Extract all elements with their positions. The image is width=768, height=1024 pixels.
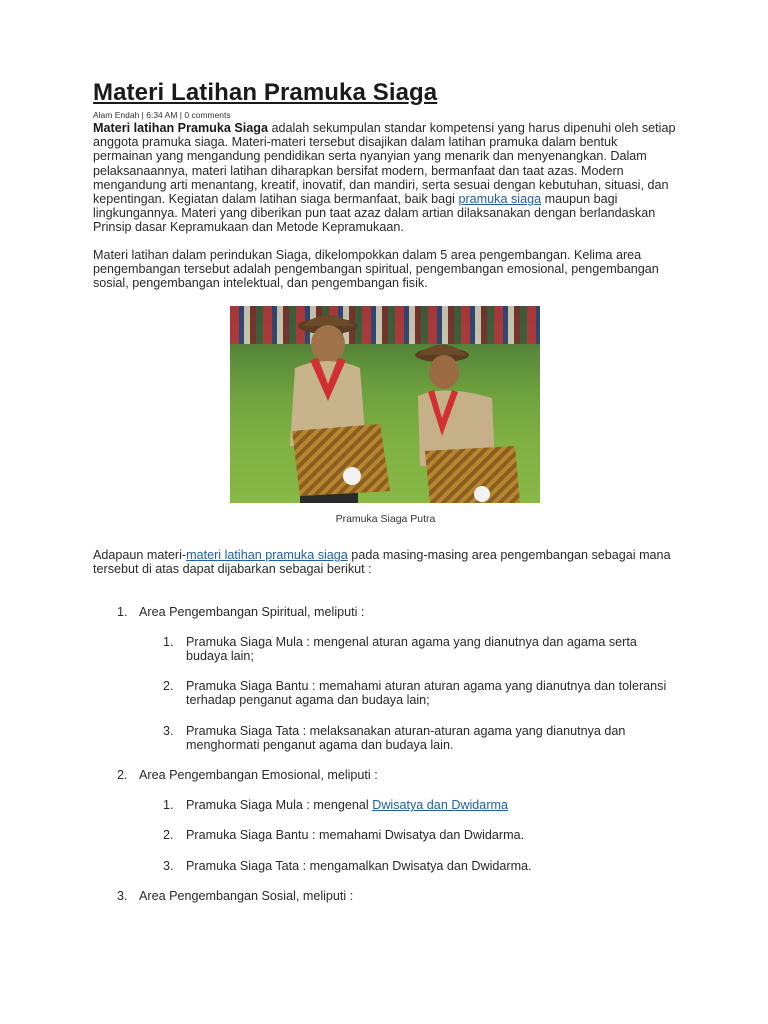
item-text: Pramuka Siaga Tata : melaksanakan aturan-aturan agama yang dianutnya dan menghormati penganut agama dan budaya lain. <box>186 723 626 752</box>
post-meta: Alam Endah | 6:34 AM | 0 comments <box>93 110 231 120</box>
list-item-emotional <box>93 768 678 873</box>
page-title: Materi Latihan Pramuka Siaga <box>93 79 438 106</box>
list-number: 1. <box>163 798 174 813</box>
intro-paragraph <box>93 121 678 235</box>
dwisatya-dwidarma-link[interactable]: Dwisatya dan Dwidarma <box>372 798 509 813</box>
item-text: Pramuka Siaga Mula : mengenal <box>186 798 373 813</box>
list-number: 3. <box>163 858 174 873</box>
areas-paragraph: Materi latihan dalam perindukan Siaga, dikelompokkan dalam 5 area pengembangan. Kelima area pengembangan tersebut adalah pengembangan spiritual, pengembangan emosional, pengembangan sosial, pengembangan intelektual, dan pengembangan fisik. <box>93 247 659 291</box>
item-text: Pramuka Siaga Bantu : memahami Dwisatya dan Dwidarma. <box>186 828 525 843</box>
list-item <box>139 859 678 873</box>
list-item <box>139 828 678 842</box>
spiritual-sublist <box>139 635 678 752</box>
list-item <box>139 724 678 752</box>
para3-text-b: pada masing-masing area pengembangan sebagai mana tersebut di atas dapat dijabarkan sebagai berikut : <box>93 548 671 577</box>
list-number: 2. <box>163 828 174 843</box>
para3-text-a: Adapaun materi- <box>93 548 187 563</box>
list-item-social <box>93 889 678 903</box>
area-title: Area Pengembangan Sosial, meliputi : <box>139 888 354 903</box>
list-number: 1. <box>117 604 128 619</box>
item-text: Pramuka Siaga Mula : mengenal aturan agama yang dianutnya dan agama serta budaya lain; <box>186 634 637 664</box>
item-text: Pramuka Siaga Tata : mengamalkan Dwisatya dan Dwidarma. <box>186 858 532 873</box>
scouts-photo <box>230 306 540 503</box>
intro-bold-lead: Materi latihan Pramuka Siaga <box>93 121 268 135</box>
materi-latihan-link[interactable]: materi latihan pramuka siaga <box>186 548 348 563</box>
list-number: 3. <box>117 888 128 903</box>
intro-text-b: maupun bagi lingkungannya. Materi yang diberikan pun taat azaz dalam artian dilaksanakan dengan berlandaskan Prinsip dasar Kepramukaan dan Metode Kepramukaan. <box>93 192 656 235</box>
list-number: 2. <box>163 679 174 694</box>
area-title: Area Pengembangan Spiritual, meliputi : <box>139 604 365 619</box>
item-text: Pramuka Siaga Bantu : memahami aturan aturan agama yang dianutnya dan toleransi terhadap penganut agama dan budaya lain; <box>186 679 667 708</box>
photo-caption: Pramuka Siaga Putra <box>335 513 436 526</box>
areas-list <box>93 605 678 903</box>
list-item-spiritual <box>93 605 678 752</box>
emotional-sublist <box>139 798 678 873</box>
list-number: 1. <box>163 634 174 649</box>
list-number: 2. <box>117 768 128 783</box>
list-number: 3. <box>163 723 174 738</box>
article <box>93 78 678 903</box>
list-item <box>139 635 678 663</box>
intro-text-a: adalah sekumpulan standar kompetensi yang harus dipenuhi oleh setiap anggota pramuka siaga. Materi-materi tersebut disajikan dalam latihan pramuka dalam bentuk permainan yang mengandung pendidikan serta nyanyian yang menarik dan menyenangkan. Dalam pelaksanaannya, materi latihan diharapkan bersifat modern, bermanfaat dan taat azas. Modern mengandung arti menantang, kreatif, inovatif, dan mandiri, serta sesuai dengan kebutuhan, situasi, dan kepentingan. Kegiatan dalam latihan siaga bermanfaat, baik bagi <box>93 121 676 207</box>
list-item <box>139 679 678 707</box>
list-item <box>139 798 678 812</box>
scouts-illustration <box>230 306 540 503</box>
area-title: Area Pengembangan Emosional, meliputi : <box>139 768 378 783</box>
materials-intro-paragraph <box>93 548 678 576</box>
pramuka-siaga-link[interactable]: pramuka siaga <box>458 192 542 207</box>
